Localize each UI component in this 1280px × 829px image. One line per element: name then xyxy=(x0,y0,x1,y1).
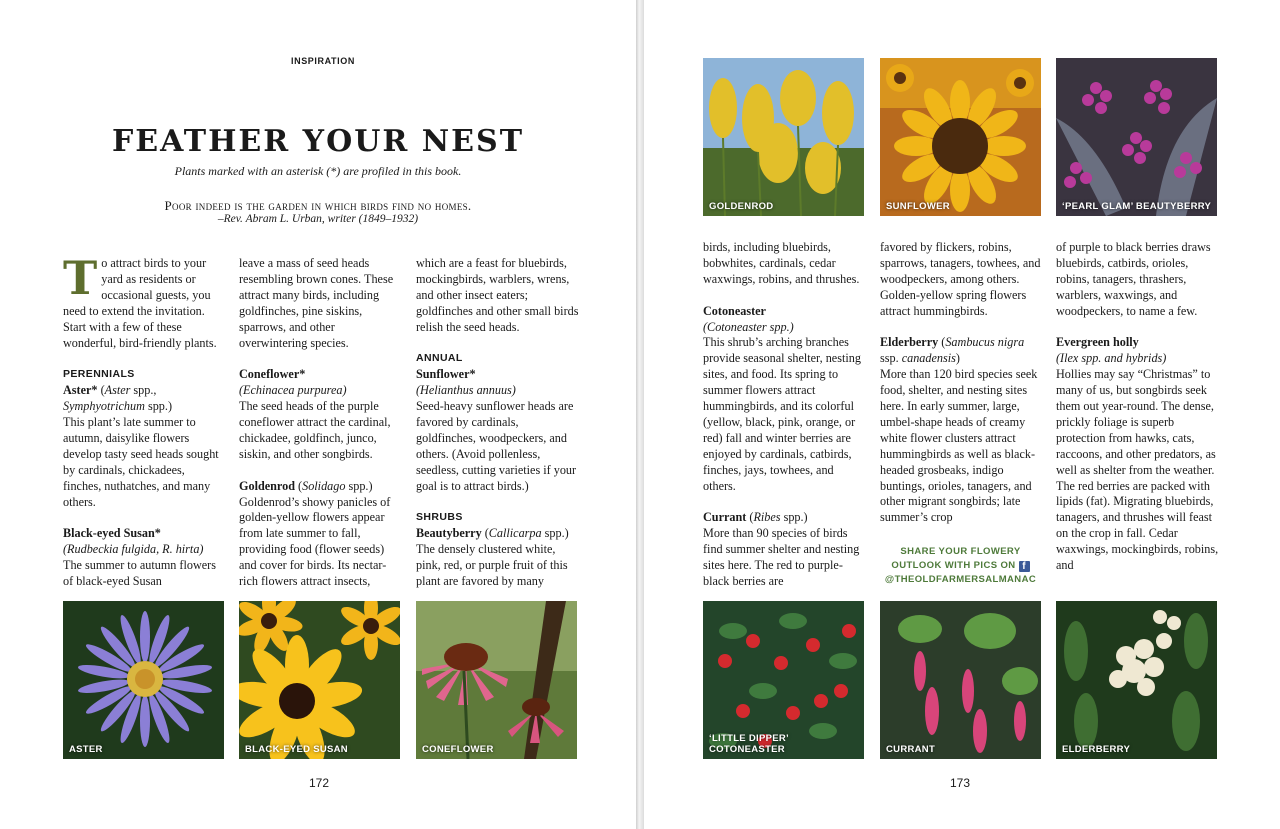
page-subtitle: Plants marked with an asterisk (*) are profiled in this book. xyxy=(174,164,462,178)
section-heading-annual: ANNUAL xyxy=(416,352,463,365)
facebook-icon: f xyxy=(1019,561,1030,572)
photo-cotoneaster xyxy=(703,601,864,759)
section-heading-shrubs: SHRUBS xyxy=(416,511,463,524)
photo-caption: ASTER xyxy=(69,744,103,755)
photo-black-eyed-susan xyxy=(239,601,400,759)
coneflower-image xyxy=(416,601,577,759)
entry-aster: Aster* (Aster spp., Symphyotrichum spp.) xyxy=(63,383,173,414)
entry-elderberry: Elderberry (Sambucus nigra ssp. canadensis) xyxy=(880,335,1025,366)
epigraph-quote: Poor indeed is the garden in which birds find no homes. xyxy=(164,198,472,213)
goldenrod-image xyxy=(703,58,864,216)
right-column-3: of purple to black berries draws bluebirds, catbirds, orioles, robins, tanagers, thrashers, warblers, waxwings, and woodpeckers, to name a few. Evergreen holly (Ilex spp. and hybrids) Hollies may say “Christmas” to many of us, but songbirds seek them out year-round. The dense, prickly foliage is superb protection from hawks, cats, raccoons, and other predators, as well as shelter from the weather. The red berries are packed with lipids (fat). Migrating bluebirds, tanagers, and thrushes will feast on the crop in fall. Cedar waxwings, mockingbirds, robins, and xyxy=(1056,240,1221,574)
right-column-1: birds, including bluebirds, bobwhites, cardinals, cedar waxwings, robins, and thrushes. Cotoneaster (Cotoneaster spp.) This shrub’s arching branches provide seasonal shelter, nesting sites, and food. Its spring to summer flowers attract hummingbirds, and its colorful (yellow, black, pink, orange, or red) fall and winter berries are enjoyed by cardinals, catbirds, finches, jays, towhees, and others. Currant (Ribes spp.) More than 90 species of birds find summer shelter and nesting sites here. The red to purple-black berries are xyxy=(703,240,866,590)
currant-image xyxy=(880,601,1041,759)
beautyberry-image xyxy=(1056,58,1217,216)
photo-caption: ‘PEARL GLAM’ BEAUTYBERRY xyxy=(1062,201,1212,212)
entry-cotoneaster: Cotoneaster xyxy=(703,303,766,318)
entry-black-eyed-susan: Black-eyed Susan* xyxy=(63,526,161,541)
right-page xyxy=(644,0,1280,829)
photo-caption: SUNFLOWER xyxy=(886,201,950,212)
drop-cap: T xyxy=(63,251,98,305)
photo-caption: ELDERBERRY xyxy=(1062,744,1131,755)
intro-paragraph: To attract birds to your yard as residents or occasional guests, you need to extend the invitation. Start with a few of these wonderful, bird-friendly plants. xyxy=(63,251,217,350)
photo-caption: CONEFLOWER xyxy=(422,744,494,755)
page-number-left: 172 xyxy=(309,776,330,790)
left-page xyxy=(0,0,636,829)
page-number-right: 173 xyxy=(950,776,971,790)
photo-goldenrod xyxy=(703,58,864,216)
page-title: FEATHER YOUR NEST xyxy=(111,124,525,159)
photo-coneflower xyxy=(416,601,577,759)
photo-caption: BLACK-EYED SUSAN xyxy=(245,744,348,755)
entry-evergreen-holly: Evergreen holly xyxy=(1056,335,1139,350)
photo-currant xyxy=(880,601,1041,759)
entry-coneflower: Coneflower* xyxy=(239,367,306,382)
entry-black-eyed-susan-sci: (Rudbeckia fulgida, R. hirta) xyxy=(63,542,204,557)
photo-sunflower xyxy=(880,58,1041,216)
entry-beautyberry: Beautyberry (Callicarpa spp.) xyxy=(416,526,569,541)
elderberry-image xyxy=(1056,601,1217,759)
entry-black-eyed-susan-desc: The summer to autumn flowers of black-eyed Susan xyxy=(63,558,216,589)
entry-goldenrod: Goldenrod (Solidago spp.) xyxy=(239,478,373,493)
page-gutter xyxy=(636,0,644,829)
section-heading-perennials: PERENNIALS xyxy=(63,368,135,381)
entry-sunflower: Sunflower* xyxy=(416,367,476,382)
photo-caption: ‘LITTLE DIPPER’ COTONEASTER xyxy=(709,733,789,755)
photo-beautyberry xyxy=(1056,58,1217,216)
left-column-1 xyxy=(63,251,223,590)
right-column-2: favored by flickers, robins, sparrows, tanagers, towhees, and woodpeckers, among others. Golden-yellow spring flowers attract hummingbirds. Elderberry (Sambucus nigra ssp. canadensis) More than 120 bird species seek food, shelter, and nesting sites here. In early summer, large, umbel-shape heads of creamy white flower clusters attract hummingbirds as well as black-headed grosbeaks, indigo buntings, orioles, tanagers, and other migrant songbirds; late summer’s crop xyxy=(880,240,1043,526)
black-eyed-susan-image xyxy=(239,601,400,759)
entry-aster-desc: This plant’s late summer to autumn, daisylike flowers develop tasty seed heads sought by cardinals, chickadees, finches, nuthatches, and many others. xyxy=(63,415,219,509)
epigraph-attribution: –Rev. Abram L. Urban, writer (1849–1932) xyxy=(217,213,419,225)
entry-currant: Currant (Ribes spp.) xyxy=(703,510,808,525)
social-share-callout: SHARE YOUR FLOWERY OUTLOOK WITH PICS ON f @THEOLDFARMERSALMANAC xyxy=(880,545,1041,587)
section-kicker: INSPIRATION xyxy=(291,56,355,66)
photo-aster xyxy=(63,601,224,759)
sunflower-image xyxy=(880,58,1041,216)
left-column-3: which are a feast for bluebirds, mockingbirds, warblers, wrens, and other insect eaters; goldfinches and other small birds relish the seed heads. ANNUAL Sunflower* (Helianthus annuus) Seed-heavy sunflower heads are favored by cardinals, goldfinches, woodpeckers, and others. (Avoid pollenless, seedless, cutting varieties if your goal is to attract birds.) SHRUBS Beautyberry (Callicarpa spp.) The densely clustered white, pink, red, or purple fruit of this plant are favored by many xyxy=(416,256,579,589)
photo-caption: GOLDENROD xyxy=(709,201,774,212)
left-column-2: leave a mass of seed heads resembling brown cones. These attract many birds, including goldfinches, pine siskins, sparrows, and other overwintering species. Coneflower* (Echinacea purpurea) The seed heads of the purple coneflower attract the cardinal, chickadee, goldfinch, junco, siskin, and other songbirds. Goldenrod (Solidago spp.) Goldenrod’s showy panicles of golden-yellow flowers appear from late summer to fall, providing food (flower seeds) and cover for birds. Its nectar-rich flowers attract insects, xyxy=(239,256,401,590)
photo-elderberry xyxy=(1056,601,1217,759)
aster-image xyxy=(63,601,224,759)
photo-caption: CURRANT xyxy=(886,744,936,755)
social-handle: @THEOLDFARMERSALMANAC xyxy=(884,574,1037,585)
